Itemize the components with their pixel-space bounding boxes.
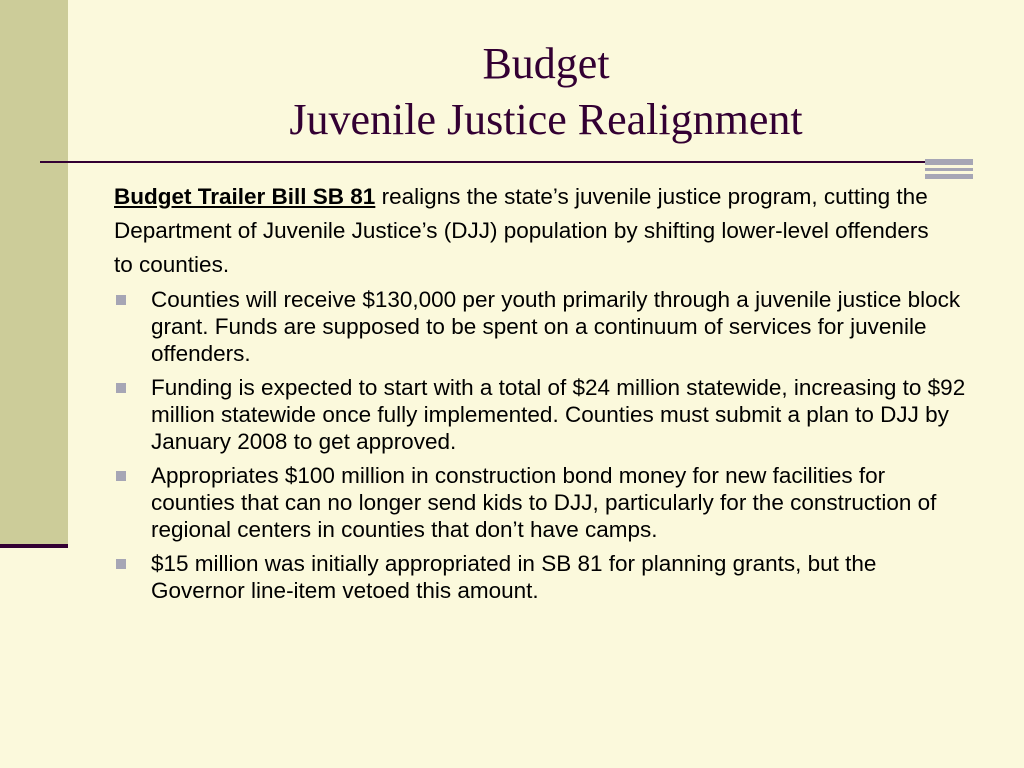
accent-bar xyxy=(925,174,973,179)
title-divider xyxy=(40,161,925,163)
square-bullet-icon xyxy=(116,471,126,481)
bullet-text: Funding is expected to start with a total of $24 million statewide, increasing to $92 million statewide once fully implemented. Counties must submit a plan to DJJ by January 2008 to get approved. xyxy=(151,375,966,454)
left-decorative-band xyxy=(0,0,68,545)
bullet-text: Counties will receive $130,000 per youth primarily through a juvenile justice block grant. Funds are supposed to be spent on a continuum of services for juvenile offenders. xyxy=(151,287,961,366)
bullet-item xyxy=(114,462,974,543)
intro-text: realigns the state’s juvenile justice program, cutting the Department of Juvenile Justice’s (DJJ) population by shifting lower-level offenders to counties. xyxy=(114,184,929,277)
slide-title-line-1: Budget xyxy=(482,39,610,88)
intro-lead: Budget Trailer Bill SB 81 xyxy=(114,184,376,209)
bullet-text: $15 million was initially appropriated in SB 81 for planning grants, but the Governor line-item vetoed this amount. xyxy=(151,551,877,603)
bullet-text: Appropriates $100 million in construction bond money for new facilities for counties that can no longer send kids to DJJ, particularly for the construction of regional centers in counties that don’t have camps. xyxy=(151,463,937,542)
bullet-item xyxy=(114,550,974,604)
accent-bar xyxy=(925,159,973,165)
bullet-list xyxy=(114,286,974,611)
accent-bar xyxy=(925,168,973,171)
bullet-item xyxy=(114,374,974,455)
square-bullet-icon xyxy=(116,559,126,569)
square-bullet-icon xyxy=(116,295,126,305)
slide-title xyxy=(68,36,1024,148)
accent-bars xyxy=(925,159,973,179)
left-decorative-rule xyxy=(0,544,68,548)
square-bullet-icon xyxy=(116,383,126,393)
slide-title-line-2: Juvenile Justice Realignment xyxy=(289,95,803,144)
intro-paragraph xyxy=(114,180,934,282)
bullet-item xyxy=(114,286,974,367)
